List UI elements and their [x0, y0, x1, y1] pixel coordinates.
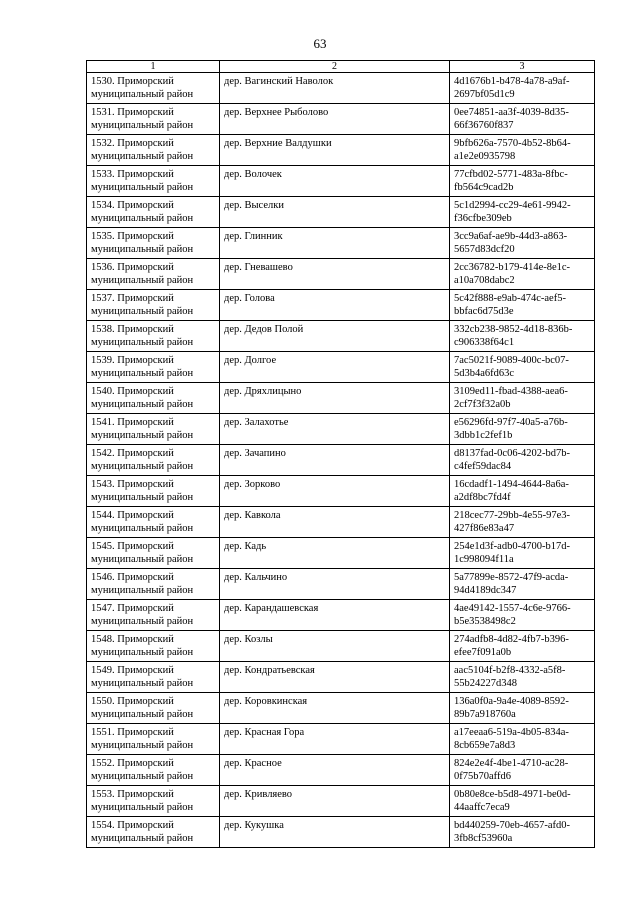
guid-part-1: e56296fd-97f7-40a5-a76b-	[454, 417, 568, 428]
table-row	[87, 569, 595, 600]
settlement-name: дер. Верхние Валдушки	[224, 138, 332, 149]
district-type: муниципальный район	[91, 182, 194, 193]
row-number-municipality: 1545. Приморский	[91, 541, 174, 552]
district-type: муниципальный район	[91, 399, 194, 410]
table-row	[87, 166, 595, 197]
guid-part-2: 1c998094f11a	[454, 554, 514, 565]
guid-cell	[450, 631, 595, 662]
municipality-cell	[87, 383, 220, 414]
municipality-cell	[87, 197, 220, 228]
guid-part-1: 5c42f888-e9ab-474c-aef5-	[454, 293, 566, 304]
row-number-municipality: 1553. Приморский	[91, 789, 174, 800]
district-type: муниципальный район	[91, 585, 194, 596]
guid-part-1: 4ae49142-1557-4c6e-9766-	[454, 603, 571, 614]
table-row	[87, 321, 595, 352]
guid-cell	[450, 538, 595, 569]
guid-part-2: 2697bf05d1c9	[454, 89, 515, 100]
guid-part-1: 4d1676b1-b478-4a78-a9af-	[454, 76, 570, 87]
guid-part-1: d8137fad-0c06-4202-bd7b-	[454, 448, 571, 459]
settlement-cell	[220, 135, 450, 166]
guid-part-2: b5e3538498c2	[454, 616, 516, 627]
settlement-name: дер. Дряхлицыно	[224, 386, 302, 397]
guid-part-2: 3dbb1c2fef1b	[454, 430, 513, 441]
table-row	[87, 259, 595, 290]
settlement-name: дер. Залахотье	[224, 417, 289, 428]
district-type: муниципальный район	[91, 616, 194, 627]
guid-part-2: 94d4189dc347	[454, 585, 517, 596]
settlement-cell	[220, 538, 450, 569]
settlement-name: дер. Верхнее Рыболово	[224, 107, 329, 118]
row-number-municipality: 1535. Приморский	[91, 231, 174, 242]
guid-cell	[450, 135, 595, 166]
guid-cell	[450, 507, 595, 538]
district-type: муниципальный район	[91, 740, 194, 751]
municipality-cell	[87, 321, 220, 352]
table-row	[87, 73, 595, 104]
table-row	[87, 135, 595, 166]
municipality-cell	[87, 259, 220, 290]
table-row	[87, 538, 595, 569]
district-type: муниципальный район	[91, 771, 194, 782]
district-type: муниципальный район	[91, 678, 194, 689]
district-type: муниципальный район	[91, 461, 194, 472]
guid-part-2: 44aaffc7eca9	[454, 802, 510, 813]
municipality-cell	[87, 476, 220, 507]
municipality-cell	[87, 290, 220, 321]
settlement-cell	[220, 631, 450, 662]
guid-part-1: aac5104f-b2f8-4332-a5f8-	[454, 665, 566, 676]
guid-part-1: 0b80e8ce-b5d8-4971-be0d-	[454, 789, 571, 800]
guid-cell	[450, 290, 595, 321]
guid-part-1: 5a77899e-8572-47f9-acda-	[454, 572, 569, 583]
row-number-municipality: 1552. Приморский	[91, 758, 174, 769]
guid-part-1: 274adfb8-4d82-4fb7-b396-	[454, 634, 569, 645]
settlement-cell	[220, 724, 450, 755]
guid-part-2: 3fb8cf53960a	[454, 833, 513, 844]
settlement-cell	[220, 755, 450, 786]
row-number-municipality: 1544. Приморский	[91, 510, 174, 521]
guid-cell	[450, 197, 595, 228]
municipality-cell	[87, 414, 220, 445]
table-row	[87, 476, 595, 507]
guid-cell	[450, 786, 595, 817]
municipality-cell	[87, 662, 220, 693]
guid-part-2: c4fef59dac84	[454, 461, 512, 472]
table-header-row	[87, 61, 595, 73]
guid-cell	[450, 476, 595, 507]
municipality-cell	[87, 786, 220, 817]
guid-part-1: 3cc9a6af-ae9b-44d3-a863-	[454, 231, 568, 242]
guid-part-1: 136a0f0a-9a4e-4089-8592-	[454, 696, 569, 707]
guid-part-2: fb564c9cad2b	[454, 182, 514, 193]
settlement-cell	[220, 352, 450, 383]
settlement-cell	[220, 817, 450, 848]
guid-part-1: bd440259-70eb-4657-afd0-	[454, 820, 571, 831]
settlement-name: дер. Красное	[224, 758, 282, 769]
settlement-name: дер. Зорково	[224, 479, 281, 490]
table-row	[87, 352, 595, 383]
settlement-cell	[220, 569, 450, 600]
settlement-cell	[220, 197, 450, 228]
settlements-table	[86, 60, 595, 848]
district-type: муниципальный район	[91, 709, 194, 720]
guid-part-2: a2df8bc7fd4f	[454, 492, 511, 503]
municipality-cell	[87, 569, 220, 600]
row-number-municipality: 1541. Приморский	[91, 417, 174, 428]
district-type: муниципальный район	[91, 151, 194, 162]
table-row	[87, 817, 595, 848]
district-type: муниципальный район	[91, 306, 194, 317]
guid-part-1: 218cec77-29bb-4e55-97e3-	[454, 510, 571, 521]
municipality-cell	[87, 445, 220, 476]
district-type: муниципальный район	[91, 213, 194, 224]
municipality-cell	[87, 817, 220, 848]
table-row	[87, 507, 595, 538]
settlement-cell	[220, 290, 450, 321]
district-type: муниципальный район	[91, 554, 194, 565]
district-type: муниципальный район	[91, 492, 194, 503]
settlement-name: дер. Голова	[224, 293, 275, 304]
guid-cell	[450, 755, 595, 786]
guid-part-2: 427f86e83a47	[454, 523, 515, 534]
guid-part-2: 66f36760f837	[454, 120, 514, 131]
guid-cell	[450, 724, 595, 755]
settlement-cell	[220, 166, 450, 197]
row-number-municipality: 1549. Приморский	[91, 665, 174, 676]
settlement-cell	[220, 259, 450, 290]
guid-cell	[450, 569, 595, 600]
municipality-cell	[87, 538, 220, 569]
guid-part-2: 55b24227d348	[454, 678, 517, 689]
guid-part-2: c906338f64c1	[454, 337, 515, 348]
district-type: муниципальный район	[91, 523, 194, 534]
guid-part-1: 254e1d3f-adb0-4700-b17d-	[454, 541, 571, 552]
district-type: муниципальный район	[91, 337, 194, 348]
municipality-cell	[87, 104, 220, 135]
municipality-cell	[87, 352, 220, 383]
row-number-municipality: 1540. Приморский	[91, 386, 174, 397]
municipality-cell	[87, 724, 220, 755]
row-number-municipality: 1530. Приморский	[91, 76, 174, 87]
guid-part-2: bbfac6d75d3e	[454, 306, 514, 317]
settlement-name: дер. Вагинский Наволок	[224, 76, 334, 87]
settlement-name: дер. Козлы	[224, 634, 273, 645]
settlement-name: дер. Дедов Полой	[224, 324, 304, 335]
settlement-name: дер. Зачапино	[224, 448, 286, 459]
district-type: муниципальный район	[91, 430, 194, 441]
district-type: муниципальный район	[91, 89, 194, 100]
guid-part-2: 2cf7f3f32a0b	[454, 399, 511, 410]
settlement-cell	[220, 383, 450, 414]
guid-part-2: a10a708dabc2	[454, 275, 515, 286]
district-type: муниципальный район	[91, 802, 194, 813]
row-number-municipality: 1547. Приморский	[91, 603, 174, 614]
guid-part-2: 5657d83dcf20	[454, 244, 515, 255]
guid-part-1: 2cc36782-b179-414e-8e1c-	[454, 262, 571, 273]
municipality-cell	[87, 507, 220, 538]
guid-cell	[450, 817, 595, 848]
settlement-name: дер. Кадь	[224, 541, 267, 552]
settlement-cell	[220, 476, 450, 507]
settlement-cell	[220, 228, 450, 259]
district-type: муниципальный район	[91, 275, 194, 286]
guid-cell	[450, 166, 595, 197]
settlement-name: дер. Карандашевская	[224, 603, 319, 614]
district-type: муниципальный район	[91, 833, 194, 844]
table-row	[87, 755, 595, 786]
settlement-name: дер. Долгое	[224, 355, 277, 366]
guid-part-2: f36cfbe309eb	[454, 213, 512, 224]
settlement-name: дер. Кальчино	[224, 572, 288, 583]
guid-cell	[450, 383, 595, 414]
table-row	[87, 228, 595, 259]
row-number-municipality: 1534. Приморский	[91, 200, 174, 211]
row-number-municipality: 1548. Приморский	[91, 634, 174, 645]
settlement-name: дер. Гневашево	[224, 262, 293, 273]
settlement-name: дер. Красная Гора	[224, 727, 305, 738]
row-number-municipality: 1538. Приморский	[91, 324, 174, 335]
guid-part-1: a17eeaa6-519a-4b05-834a-	[454, 727, 569, 738]
guid-part-1: 5c1d2994-cc29-4e61-9942-	[454, 200, 571, 211]
guid-part-1: 0ee74851-aa3f-4039-8d35-	[454, 107, 569, 118]
guid-part-2: 8cb659e7a8d3	[454, 740, 516, 751]
settlement-cell	[220, 507, 450, 538]
row-number-municipality: 1542. Приморский	[91, 448, 174, 459]
guid-cell	[450, 259, 595, 290]
guid-part-1: 332cb238-9852-4d18-836b-	[454, 324, 573, 335]
settlement-name: дер. Кавкола	[224, 510, 281, 521]
row-number-municipality: 1550. Приморский	[91, 696, 174, 707]
table-row	[87, 414, 595, 445]
table-row	[87, 290, 595, 321]
table-row	[87, 631, 595, 662]
settlement-cell	[220, 104, 450, 135]
table-row	[87, 724, 595, 755]
table-row	[87, 693, 595, 724]
settlement-cell	[220, 445, 450, 476]
municipality-cell	[87, 166, 220, 197]
guid-part-2: 89b7a918760a	[454, 709, 516, 720]
row-number-municipality: 1532. Приморский	[91, 138, 174, 149]
guid-cell	[450, 321, 595, 352]
settlement-cell	[220, 73, 450, 104]
settlement-name: дер. Волочек	[224, 169, 282, 180]
municipality-cell	[87, 755, 220, 786]
settlement-name: дер. Глинник	[224, 231, 283, 242]
municipality-cell	[87, 73, 220, 104]
column-header-3: 3	[450, 61, 595, 73]
settlement-cell	[220, 693, 450, 724]
row-number-municipality: 1533. Приморский	[91, 169, 174, 180]
municipality-cell	[87, 135, 220, 166]
guid-cell	[450, 414, 595, 445]
settlement-name: дер. Коровкинская	[224, 696, 308, 707]
guid-cell	[450, 600, 595, 631]
table-row	[87, 383, 595, 414]
guid-cell	[450, 104, 595, 135]
guid-part-2: 5d3b4a6fd63c	[454, 368, 515, 379]
municipality-cell	[87, 693, 220, 724]
table-row	[87, 662, 595, 693]
settlement-name: дер. Выселки	[224, 200, 284, 211]
row-number-municipality: 1546. Приморский	[91, 572, 174, 583]
guid-part-2: 0f75b70affd6	[454, 771, 511, 782]
table-body	[87, 73, 595, 848]
district-type: муниципальный район	[91, 120, 194, 131]
settlement-cell	[220, 321, 450, 352]
guid-cell	[450, 445, 595, 476]
guid-cell	[450, 73, 595, 104]
row-number-municipality: 1554. Приморский	[91, 820, 174, 831]
municipality-cell	[87, 600, 220, 631]
municipality-cell	[87, 631, 220, 662]
guid-part-1: 3109ed11-fbad-4388-aea6-	[454, 386, 568, 397]
guid-part-1: 77cfbd02-5771-483a-8fbc-	[454, 169, 568, 180]
guid-cell	[450, 352, 595, 383]
district-type: муниципальный район	[91, 647, 194, 658]
table-row	[87, 600, 595, 631]
guid-cell	[450, 693, 595, 724]
row-number-municipality: 1539. Приморский	[91, 355, 174, 366]
table-row	[87, 445, 595, 476]
settlement-name: дер. Кондратьевская	[224, 665, 315, 676]
page-number: 63	[313, 36, 327, 51]
district-type: муниципальный район	[91, 368, 194, 379]
row-number-municipality: 1543. Приморский	[91, 479, 174, 490]
municipality-cell	[87, 228, 220, 259]
table-row	[87, 197, 595, 228]
guid-part-2: efee7f091a0b	[454, 647, 512, 658]
column-header-2: 2	[220, 61, 450, 73]
settlement-cell	[220, 662, 450, 693]
settlement-cell	[220, 600, 450, 631]
guid-part-1: 9bfb626a-7570-4b52-8b64-	[454, 138, 571, 149]
guid-cell	[450, 228, 595, 259]
guid-part-1: 824e2e4f-4be1-4710-ac28-	[454, 758, 569, 769]
guid-part-1: 16cdadf1-1494-4644-8a6a-	[454, 479, 569, 490]
district-type: муниципальный район	[91, 244, 194, 255]
column-header-1: 1	[87, 61, 220, 73]
row-number-municipality: 1537. Приморский	[91, 293, 174, 304]
guid-part-1: 7ac5021f-9089-400c-bc07-	[454, 355, 569, 366]
table-row	[87, 104, 595, 135]
settlement-cell	[220, 786, 450, 817]
row-number-municipality: 1531. Приморский	[91, 107, 174, 118]
guid-cell	[450, 662, 595, 693]
guid-part-2: a1e2e0935798	[454, 151, 516, 162]
table-row	[87, 786, 595, 817]
row-number-municipality: 1551. Приморский	[91, 727, 174, 738]
row-number-municipality: 1536. Приморский	[91, 262, 174, 273]
settlement-cell	[220, 414, 450, 445]
settlement-name: дер. Кукушка	[224, 820, 284, 831]
settlement-name: дер. Кривляево	[224, 789, 293, 800]
